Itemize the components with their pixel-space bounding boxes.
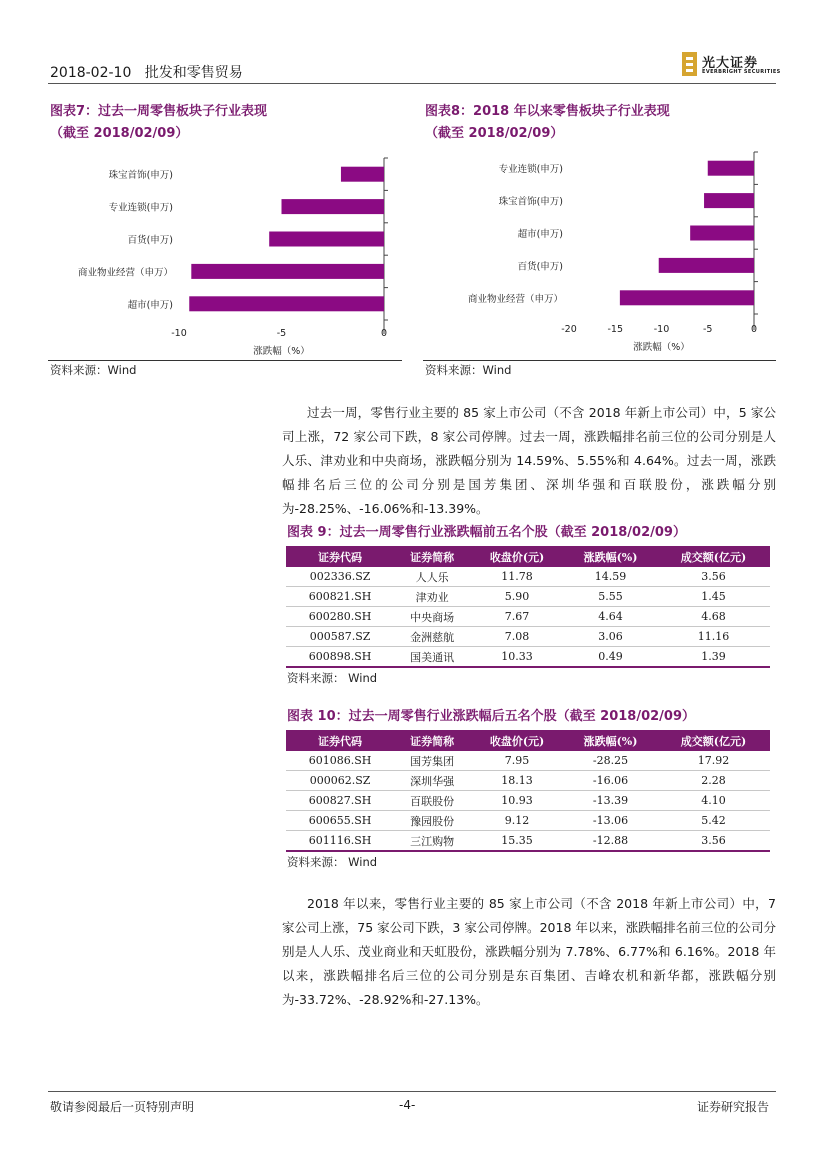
table-row: [286, 771, 770, 791]
x-tick-label: 0: [380, 328, 388, 339]
table-cell: 5.90: [470, 587, 564, 607]
category-label: 商业物业经营（申万）: [467, 293, 563, 305]
logo-mark-icon: [682, 52, 697, 76]
bar: [189, 296, 384, 311]
column-header: 成交额(亿元): [657, 546, 770, 567]
table-cell: 豫园股份: [394, 811, 470, 831]
column-header: 证券代码: [286, 730, 394, 751]
table-cell: 0.49: [564, 647, 657, 668]
column-header: 收盘价(元): [470, 546, 564, 567]
category-label: 百货(申万): [127, 235, 173, 246]
table-cell: 5.55: [564, 587, 657, 607]
fig8-title-line2: （截至 2018/02/09）: [425, 126, 564, 141]
table-cell: -13.39: [564, 791, 657, 811]
table-cell: 7.95: [470, 751, 564, 771]
bar: [659, 258, 754, 273]
table-cell: 002336.SZ: [286, 567, 394, 587]
column-header: 成交额(亿元): [657, 730, 770, 751]
table-row: [286, 647, 770, 668]
table-cell: 中央商场: [394, 607, 470, 627]
table-cell: -16.06: [564, 771, 657, 791]
table-cell: 000587.SZ: [286, 627, 394, 647]
bar: [282, 199, 385, 214]
table-header-row: [286, 730, 770, 751]
table-row: [286, 791, 770, 811]
fig7-bar-chart: [48, 150, 402, 358]
table-row: [286, 751, 770, 771]
table-cell: 15.35: [470, 831, 564, 852]
table-cell: 4.68: [657, 607, 770, 627]
table10-title: 图表 10：过去一周零售行业涨跌幅后五名个股（截至 2018/02/09）: [287, 709, 696, 724]
category-label: 专业连锁(申万): [498, 164, 563, 176]
column-header: 证券代码: [286, 546, 394, 567]
category-label: 珠宝首饰(申万): [108, 170, 173, 182]
footer-divider: [48, 1091, 776, 1092]
x-axis-label: 涨跌幅（%）: [633, 342, 690, 353]
table9-source: 资料来源： Wind: [287, 671, 378, 685]
bar: [341, 167, 384, 182]
table-cell: 3.56: [657, 831, 770, 852]
table-cell: -12.88: [564, 831, 657, 852]
table-row: [286, 567, 770, 587]
table-cell: 10.33: [470, 647, 564, 668]
x-tick-label: -10: [171, 328, 187, 339]
table-cell: 7.08: [470, 627, 564, 647]
fig7-title-line1: 图表7：过去一周零售板块子行业表现: [50, 104, 268, 119]
bar: [704, 193, 754, 208]
x-tick-label: -5: [703, 324, 713, 335]
category-label: 珠宝首饰(申万): [498, 196, 563, 208]
table-row: [286, 607, 770, 627]
logo-text-en: EVERBRIGHT SECURITIES: [702, 69, 781, 75]
x-tick-label: -15: [607, 324, 624, 335]
column-header: 证券简称: [394, 546, 470, 567]
table-cell: 600280.SH: [286, 607, 394, 627]
fig7-title-line2: （截至 2018/02/09）: [50, 126, 189, 141]
header-divider: [48, 83, 776, 84]
bar: [269, 232, 384, 247]
table-cell: 10.93: [470, 791, 564, 811]
x-tick-label: -20: [561, 324, 577, 335]
table-cell: -28.25: [564, 751, 657, 771]
table-cell: 津劝业: [394, 587, 470, 607]
table-cell: 1.39: [657, 647, 770, 668]
table-cell: 600898.SH: [286, 647, 394, 668]
table-cell: 人人乐: [394, 567, 470, 587]
fig8-title: [425, 101, 670, 145]
table-cell: 18.13: [470, 771, 564, 791]
table-cell: 3.06: [564, 627, 657, 647]
table-cell: 600655.SH: [286, 811, 394, 831]
table-cell: 17.92: [657, 751, 770, 771]
report-type: 证券研究报告: [697, 1100, 770, 1114]
bar: [708, 161, 754, 176]
table-row: [286, 587, 770, 607]
table-row: [286, 627, 770, 647]
table-cell: 国芳集团: [394, 751, 470, 771]
table-cell: 7.67: [470, 607, 564, 627]
table-cell: 4.10: [657, 791, 770, 811]
ytd-summary-paragraph: [282, 892, 776, 1012]
x-tick-label: -5: [276, 328, 287, 339]
weekly-summary-paragraph: [282, 401, 776, 521]
table-cell: 14.59: [564, 567, 657, 587]
company-logo: [682, 52, 781, 78]
column-header: 证券简称: [394, 730, 470, 751]
table-cell: 11.16: [657, 627, 770, 647]
table-cell: 601116.SH: [286, 831, 394, 852]
x-axis-label: 涨跌幅（%）: [253, 346, 310, 357]
table-row: [286, 831, 770, 852]
fig8-divider: [423, 360, 776, 361]
footer-disclaimer: 敬请参阅最后一页特别声明: [50, 1100, 195, 1114]
table-cell: 3.56: [657, 567, 770, 587]
table-cell: 金洲慈航: [394, 627, 470, 647]
category-label: 商业物业经营（申万）: [77, 267, 173, 279]
page-number: -4-: [399, 1098, 416, 1112]
table-cell: -13.06: [564, 811, 657, 831]
table-cell: 5.42: [657, 811, 770, 831]
fig8-title-line1: 图表8：2018 年以来零售板块子行业表现: [425, 104, 670, 119]
column-header: 涨跌幅(%): [564, 546, 657, 567]
category-label: 百货(申万): [517, 261, 563, 273]
fig8-source: 资料来源：Wind: [425, 363, 512, 377]
weekly-summary-text: 过去一周，零售行业主要的 85 家上市公司（不含 2018 年新上市公司）中，5 家公司上涨，72 家公司下跌，8 家公司停牌。过去一周，涨跌幅排名前三位的公司分别是人人乐、津劝业和中央商场，涨跌幅分别为 14.59%、5.55%和 4.64%。过去一周，涨跌幅排名后三位的公司分别是国芳集团、深圳华强和百联股份，涨跌幅分别为-28.25%、-16.06%和-13.39%。: [282, 405, 776, 516]
bar: [690, 226, 754, 241]
table-cell: 百联股份: [394, 791, 470, 811]
report-date: 2018-02-10: [50, 65, 132, 81]
category-label: 专业连锁(申万): [108, 202, 173, 214]
table-cell: 601086.SH: [286, 751, 394, 771]
table-cell: 4.64: [564, 607, 657, 627]
x-tick-label: -10: [653, 324, 670, 335]
category-label: 超市(申万): [127, 299, 173, 311]
top5-losers-table: [286, 730, 770, 852]
table-cell: 600821.SH: [286, 587, 394, 607]
table-cell: 2.28: [657, 771, 770, 791]
category-label: 超市(申万): [517, 229, 563, 240]
top5-gainers-table: [286, 546, 770, 668]
report-header: [50, 62, 243, 82]
table-cell: 国美通讯: [394, 647, 470, 668]
x-tick-label: 0: [750, 324, 758, 335]
fig8-bar-chart: [423, 150, 776, 358]
table10-source: 资料来源： Wind: [287, 855, 378, 869]
table-row: [286, 811, 770, 831]
bar: [620, 290, 754, 305]
table9-title: 图表 9：过去一周零售行业涨跌幅前五名个股（截至 2018/02/09）: [287, 525, 686, 540]
table-cell: 000062.SZ: [286, 771, 394, 791]
table-header-row: [286, 546, 770, 567]
column-header: 涨跌幅(%): [564, 730, 657, 751]
table-cell: 600827.SH: [286, 791, 394, 811]
bar: [191, 264, 384, 279]
table-cell: 1.45: [657, 587, 770, 607]
table-cell: 11.78: [470, 567, 564, 587]
column-header: 收盘价(元): [470, 730, 564, 751]
table-cell: 深圳华强: [394, 771, 470, 791]
fig7-divider: [48, 360, 402, 361]
fig7-source: 资料来源：Wind: [50, 363, 137, 377]
table-cell: 三江购物: [394, 831, 470, 852]
fig7-title: [50, 101, 267, 145]
ytd-summary-text: 2018 年以来，零售行业主要的 85 家上市公司（不含 2018 年新上市公司）中，7 家公司上涨，75 家公司下跌，3 家公司停牌。2018 年以来，涨跌幅排名前三位的公司分别是人人乐、茂业商业和天虹股份，涨跌幅分别为 7.78%、6.77%和 6.16%。2018 年以来，涨跌幅排名后三位的公司分别是东百集团、吉峰农机和新华都，涨跌幅分别为-33.72%、-28.92%和-27.13%。: [282, 896, 776, 1007]
table-cell: 9.12: [470, 811, 564, 831]
industry-name: 批发和零售贸易: [144, 65, 243, 81]
logo-text-cn: 光大证券: [702, 56, 759, 71]
